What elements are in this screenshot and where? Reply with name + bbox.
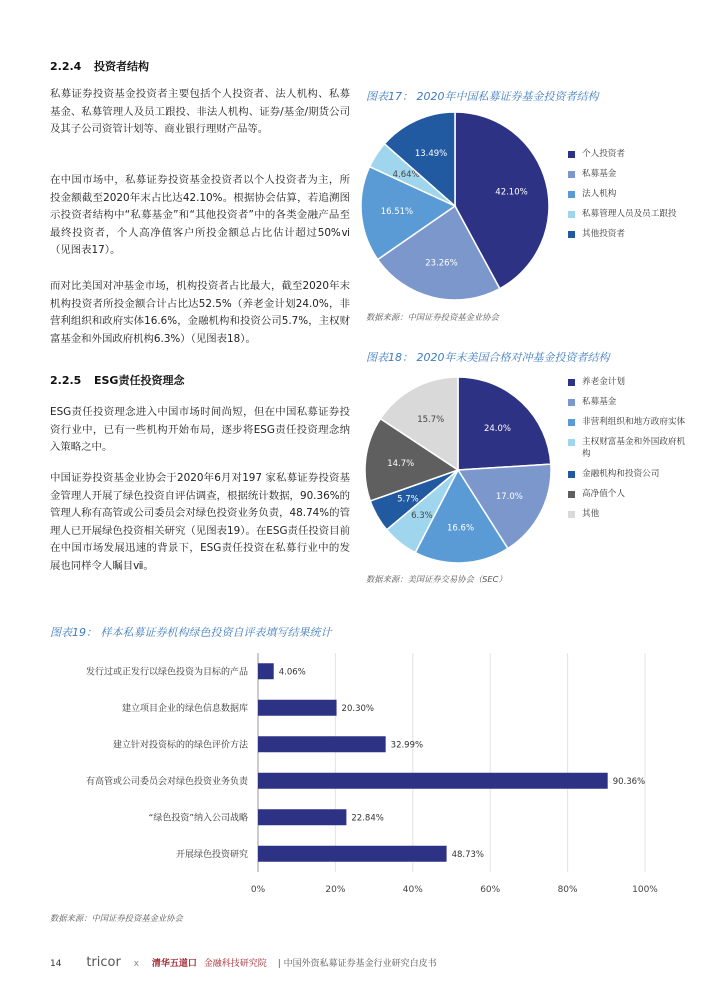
fig18-legend-item-6 xyxy=(568,508,688,520)
fig18-legend-label-6: 其他 xyxy=(582,509,600,519)
fig19-xtick-3: 60% xyxy=(480,885,501,895)
fig18-slice-label-4: 5.7% xyxy=(397,494,419,505)
fig18-legend-item-0 xyxy=(568,376,688,388)
fig18-slice-label-2: 16.6% xyxy=(447,523,475,534)
fig19-bar-3 xyxy=(258,773,608,789)
fig17-title: 图表17： 2020年中国私募证券基金投资者结构 xyxy=(366,90,599,103)
fig17-legend-item-2 xyxy=(568,188,688,200)
fig18-legend-item-1 xyxy=(568,396,688,408)
fig18-legend-label-5: 高净值个人 xyxy=(582,489,625,499)
section-heading-225: 2.2.5 ESG责任投资理念 xyxy=(50,374,185,387)
fig17-legend-label-3: 私募管理人员及员工跟投 xyxy=(582,209,677,219)
fig17-legend-swatch-0 xyxy=(568,151,575,158)
fig18-legend-item-4 xyxy=(568,468,688,480)
paragraph-4: ESG责任投资理念进入中国市场时间尚短，但在中国私募证券投资行业中，已有一些机构开始布局，逐步将ESG责任投资理念纳入策略之中。 xyxy=(50,406,350,453)
fig17-slice-label-0: 42.10% xyxy=(495,187,528,198)
fig18-legend-item-2 xyxy=(568,416,688,428)
fig17-legend-swatch-1 xyxy=(568,171,575,178)
fig17-legend-label-2: 法人机构 xyxy=(582,189,617,199)
fig18-legend-item-5 xyxy=(568,488,688,500)
fig19-xtick-5: 100% xyxy=(632,885,658,895)
fig19-source: 数据来源：中国证券投资基金业协会 xyxy=(50,913,183,923)
footer-title: | 中国外资私募证券基金行业研究白皮书 xyxy=(277,959,437,969)
fig18-legend-label-3: 主权财富基金和外国政府机构 xyxy=(582,437,686,459)
page-footer xyxy=(50,955,437,970)
fig18-legend-swatch-2 xyxy=(568,419,575,426)
fig17-legend xyxy=(568,148,688,248)
fig18-slice-label-1: 17.0% xyxy=(495,492,523,503)
paragraph-2: 在中国市场中，私募证券投资基金投资者以个人投资者为主，所投金额截至2020年末占比达42.10%。根据协会估算，若追溯图示投资者结构中“私募基金”和“其他投资者”中的各类金融产品至最终投资者，个人高净值客户所投金额总占比估计超过50%ⅵ（见图表17）。 xyxy=(50,174,350,256)
fig17-legend-item-3 xyxy=(568,208,688,220)
fig19-xtick-2: 40% xyxy=(402,885,423,895)
fig19-xtick-1: 20% xyxy=(325,885,346,895)
fig19-category-label-2: 建立针对投资标的的绿色评价方法 xyxy=(112,740,248,751)
fig18-legend-swatch-4 xyxy=(568,471,575,478)
fig19-bar-4 xyxy=(258,809,346,825)
paragraph-1: 私募证券投资基金投资者主要包括个人投资者、法人机构、私募基金、私募管理人及员工跟投、非法人机构、证券/基金/期货公司及其子公司资管计划等、商业银行理财产品等。 xyxy=(50,88,350,135)
fig19-category-label-4: “绿色投资”纳入公司战略 xyxy=(148,813,248,824)
fig19-xtick-0: 0% xyxy=(250,885,266,895)
pbcsf-logo: 清华五道口 xyxy=(151,959,197,969)
fig17-slice-label-3: 4.64% xyxy=(392,170,420,181)
fig18-legend-item-3 xyxy=(568,436,688,460)
paragraph-3: 而对比美国对冲基金市场，机构投资者占比最大，截至2020年末机构投资者所投金额合计占比达52.5%（养老金计划24.0%，非营利组织和政府实体16.6%，金融机构和投资公司5.7%，主权财富基金和外国政府机构6.3%）（见图表18）。 xyxy=(50,280,350,345)
fig18-slice-label-5: 14.7% xyxy=(387,458,415,469)
fig17-legend-item-1 xyxy=(568,168,688,180)
fig18-slice-label-6: 15.7% xyxy=(417,415,445,426)
fig19-value-label-3: 90.36% xyxy=(612,776,646,787)
tricor-logo: tricor xyxy=(86,955,121,970)
fig18-legend-swatch-1 xyxy=(568,399,575,406)
fig18-legend-label-4: 金融机构和投资公司 xyxy=(582,469,660,479)
fig18-legend-swatch-0 xyxy=(568,379,575,386)
fig19-bar-1 xyxy=(258,700,337,716)
fig19-value-label-0: 4.06% xyxy=(278,667,306,678)
fig19-category-label-1: 建立项目企业的绿色信息数据库 xyxy=(121,703,248,714)
fig17-legend-item-0 xyxy=(568,148,688,160)
fig19-bar-0 xyxy=(258,663,274,679)
fig18-legend-label-2: 非营利组织和地方政府实体 xyxy=(582,417,686,427)
fig18-legend-swatch-5 xyxy=(568,491,575,498)
fig18-legend-label-1: 私募基金 xyxy=(582,397,617,407)
page-number: 14 xyxy=(50,959,62,969)
fig18-source: 数据来源：美国证券交易协会（SEC） xyxy=(366,574,507,584)
fig19-value-label-5: 48.73% xyxy=(451,849,485,860)
fig18-legend-swatch-3 xyxy=(568,439,575,446)
fig19-bar-5 xyxy=(258,846,447,862)
fig17-source: 数据来源：中国证券投资基金业协会 xyxy=(366,312,499,322)
fig17-legend-label-4: 其他投资者 xyxy=(582,229,625,239)
fig19-value-label-2: 32.99% xyxy=(390,740,424,751)
fig18-title: 图表18： 2020年末美国合格对冲基金投资者结构 xyxy=(366,351,610,364)
fig17-legend-swatch-2 xyxy=(568,191,575,198)
fig18-legend-label-0: 养老金计划 xyxy=(582,377,625,387)
fig18-legend xyxy=(568,376,688,528)
fig19-xtick-4: 80% xyxy=(557,885,578,895)
fig19-category-label-3: 有高管或公司委员会对绿色投资业务负责 xyxy=(85,776,248,787)
fig17-legend-label-0: 个人投资者 xyxy=(582,149,625,159)
fig18-pie xyxy=(355,370,565,570)
fig17-legend-swatch-4 xyxy=(568,231,575,238)
fig17-pie xyxy=(355,106,565,306)
fig17-slice-label-4: 13.49% xyxy=(414,148,448,159)
fig19-value-label-1: 20.30% xyxy=(341,703,374,714)
fig17-slice-label-1: 23.26% xyxy=(425,258,458,269)
fig19-value-label-4: 22.84% xyxy=(351,813,384,824)
fig19-bar-chart xyxy=(0,645,710,910)
fig17-legend-label-1: 私募基金 xyxy=(582,169,617,179)
fig17-legend-swatch-3 xyxy=(568,211,575,218)
section-heading-224: 2.2.4 投资者结构 xyxy=(50,60,149,73)
fig19-category-label-5: 开展绿色投资研究 xyxy=(175,849,248,860)
fig18-slice-label-3: 6.3% xyxy=(411,510,433,521)
separator-x: x xyxy=(133,959,140,969)
fig19-category-label-0: 发行过或正发行以绿色投资为目标的产品 xyxy=(85,667,248,678)
fig18-legend-swatch-6 xyxy=(568,511,575,518)
fig19-title: 图表19： 样本私募证券机构绿色投资自评表填写结果统计 xyxy=(50,626,332,639)
fig17-legend-item-4 xyxy=(568,228,688,240)
paragraph-5: 中国证券投资基金业协会于2020年6月对197 家私募证券投资基金管理人开展了绿色投资自评估调查，根据统计数据，90.36%的管理人称有高管或公司委员会对绿色投资业务负责，48.74%的管理人已开展绿色投资相关研究（见图表19）。在ESG责任投资目前在中国市场发展迅速的背景下，ESG责任投资在私募行业中的发展也同样令人瞩目ⅶ。 xyxy=(50,472,350,572)
fig17-slice-label-2: 16.51% xyxy=(380,207,414,218)
fig18-slice-label-0: 24.0% xyxy=(483,423,511,434)
fig19-bar-2 xyxy=(258,736,386,752)
fintech-institute-logo: 金融科技研究院 xyxy=(203,959,267,969)
